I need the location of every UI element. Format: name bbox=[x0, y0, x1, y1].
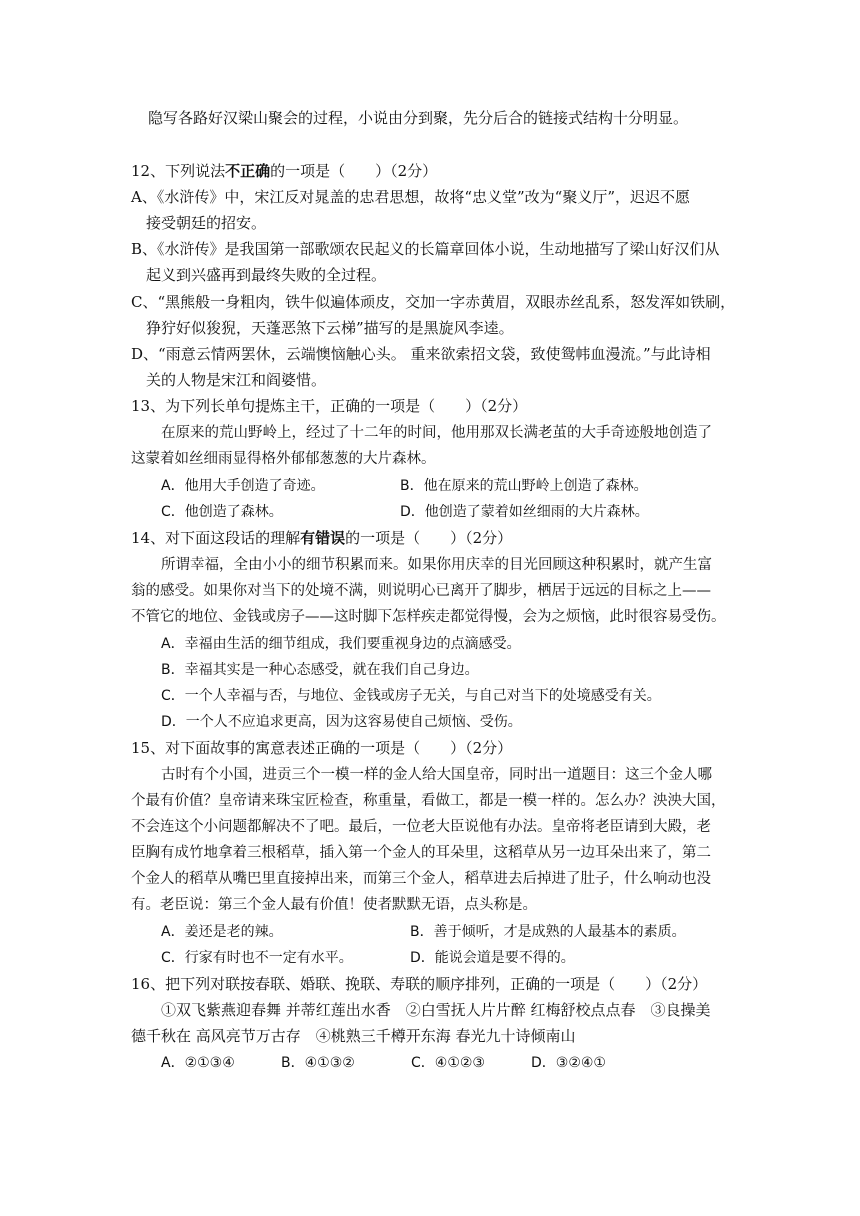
q13-option-c: C．他创造了森林。 bbox=[161, 504, 283, 520]
q13-stem: 13、为下列长单句提炼主干，正确的一项是（ ）（2分） bbox=[131, 397, 528, 415]
q16-stem: 16、把下列对联按春联、婚联、挽联、寿联的顺序排列，正确的一项是（ ）（2分） bbox=[131, 975, 708, 993]
q16-option-a: A．②①③④ bbox=[161, 1055, 235, 1071]
q12-option-d-line1: D、“雨意云情两罢休，云端懊恼触心头。 重来欲索招文袋，致使鸳帏血漫流。”与此诗相 bbox=[131, 345, 711, 363]
q14-option-d: D．一个人不应追求更高，因为这容易使自己烦恼、受伤。 bbox=[161, 714, 522, 730]
q13-option-d: D．他创造了蒙着如丝细雨的大片森林。 bbox=[400, 504, 649, 520]
q15-option-b: B．善于倾听，才是成熟的人最基本的素质。 bbox=[410, 924, 686, 940]
q12-option-d-line2: 关的人物是宋江和阎婆惜。 bbox=[146, 371, 327, 389]
q13-option-b: B．他在原来的荒山野岭上创造了森林。 bbox=[400, 478, 648, 494]
q14-passage-line1: 所谓幸福，全由小小的细节积累而来。如果你用庆幸的目光回顾这种积累时，就产生富 bbox=[161, 557, 712, 573]
q12-option-a-line1: A、《水浒传》中，宋江反对晁盖的忠君思想，故将“忠义堂”改为“聚义厅”，迟迟不愿 bbox=[131, 188, 691, 206]
q14-passage-line3: 不管它的地位、金钱或房子——这时脚下怎样疾走都觉得慢，会为之烦恼，此时很容易受伤。 bbox=[131, 609, 726, 625]
q15-story-line4: 臣胸有成竹地拿着三根稻草，插入第一个金人的耳朵里，这稻草从另一边耳朵出来了，第二 bbox=[131, 845, 711, 861]
q15-story-line3: 不会连这个小问题都解决不了吧。最后，一位老大臣说他有办法。皇帝将老臣请到大殿，老 bbox=[131, 819, 711, 835]
q16-option-c: C．④①②③ bbox=[411, 1055, 485, 1071]
q12-option-b-line2: 起义到兴盛再到最终失败的全过程。 bbox=[146, 266, 387, 284]
q16-option-d: D．③②④① bbox=[531, 1055, 606, 1071]
q12-stem bbox=[131, 161, 437, 181]
q15-story-line1: 古时有个小国，进贡三个一模一样的金人给大国皇帝，同时出一道题目：这三个金人哪 bbox=[161, 767, 712, 783]
q14-stem-suffix: 的一项是（ ）（2分） bbox=[345, 529, 513, 547]
q12-option-b-line1: B、《水浒传》是我国第一部歌颂农民起义的长篇章回体小说，生动地描写了梁山好汉们从 bbox=[131, 240, 720, 258]
q14-stem bbox=[131, 528, 512, 548]
q15-story-line5: 个金人的稻草从嘴巴里直接掉出来，而第三个金人，稻草进去后掉进了肚子，什么响动也没 bbox=[131, 871, 711, 887]
q14-option-c: C．一个人幸福与否，与地位、金钱或房子无关，与自己对当下的处境感受有关。 bbox=[161, 688, 661, 704]
q13-sentence-line1: 在原来的荒山野岭上，经过了十二年的时间，他用那双长满老茧的大手奇迹般地创造了 bbox=[161, 425, 712, 441]
q13-sentence-line2: 这蒙着如丝细雨显得格外郁郁葱葱的大片森林。 bbox=[131, 451, 436, 467]
q15-option-c: C．行家有时也不一定有水平。 bbox=[161, 950, 353, 966]
q14-emphasis: 有错误 bbox=[300, 529, 346, 547]
q15-option-a: A．姜还是老的辣。 bbox=[161, 924, 283, 940]
q14-option-b: B．幸福其实是一种心态感受，就在我们自己身边。 bbox=[161, 662, 479, 678]
q11-continuation-line: 隐写各路好汉梁山聚会的过程，小说由分到聚，先分后合的链接式结构十分明显。 bbox=[148, 109, 689, 127]
q16-couplets-line1: ①双飞紫燕迎春舞 并蒂红莲出水香 ②白雪抚人片片醉 红梅舒校点点春 ③良操美 bbox=[161, 1001, 711, 1019]
q14-passage-line2: 翁的感受。如果你对当下的处境不满，则说明心已离开了脚步，栖居于远远的目标之上—— bbox=[131, 583, 711, 599]
q15-option-d: D．能说会道是要不得的。 bbox=[410, 950, 575, 966]
q12-stem-suffix: 的一项是（ ）（2分） bbox=[270, 162, 438, 180]
q16-couplets-line2: 德千秋在 高风亮节万古存 ④桃熟三千樽开东海 春光九十诗倾南山 bbox=[131, 1027, 576, 1045]
q14-option-a: A．幸福由生活的细节组成，我们要重视身边的点滴感受。 bbox=[161, 636, 521, 652]
q13-option-a: A．他用大手创造了奇迹。 bbox=[161, 478, 325, 494]
q12-option-c-line2: 狰狞好似狻猊，天蓬恶煞下云梯”描写的是黑旋风李逵。 bbox=[146, 319, 514, 337]
q12-emphasis: 不正确 bbox=[225, 162, 271, 180]
q12-stem-prefix: 12、下列说法 bbox=[131, 162, 226, 180]
q12-option-a-line2: 接受朝廷的招安。 bbox=[146, 214, 267, 232]
q12-option-c-line1: C、“黑熊般一身粗肉，铁牛似遍体顽皮，交加一字赤黄眉，双眼赤丝乱系，怒发浑如铁刷， bbox=[131, 293, 736, 311]
q14-stem-prefix: 14、对下面这段话的理解 bbox=[131, 529, 301, 547]
q15-story-line2: 个最有价值？皇帝请来珠宝匠检查，称重量，看做工，都是一模一样的。怎么办？泱泱大国， bbox=[131, 793, 726, 809]
q15-story-line6: 有。老臣说：第三个金人最有价值！使者默默无语，点头称是。 bbox=[131, 897, 537, 913]
q16-option-b: B．④①③② bbox=[281, 1055, 355, 1071]
q15-stem: 15、对下面故事的寓意表述正确的一项是（ ）（2分） bbox=[131, 739, 513, 757]
